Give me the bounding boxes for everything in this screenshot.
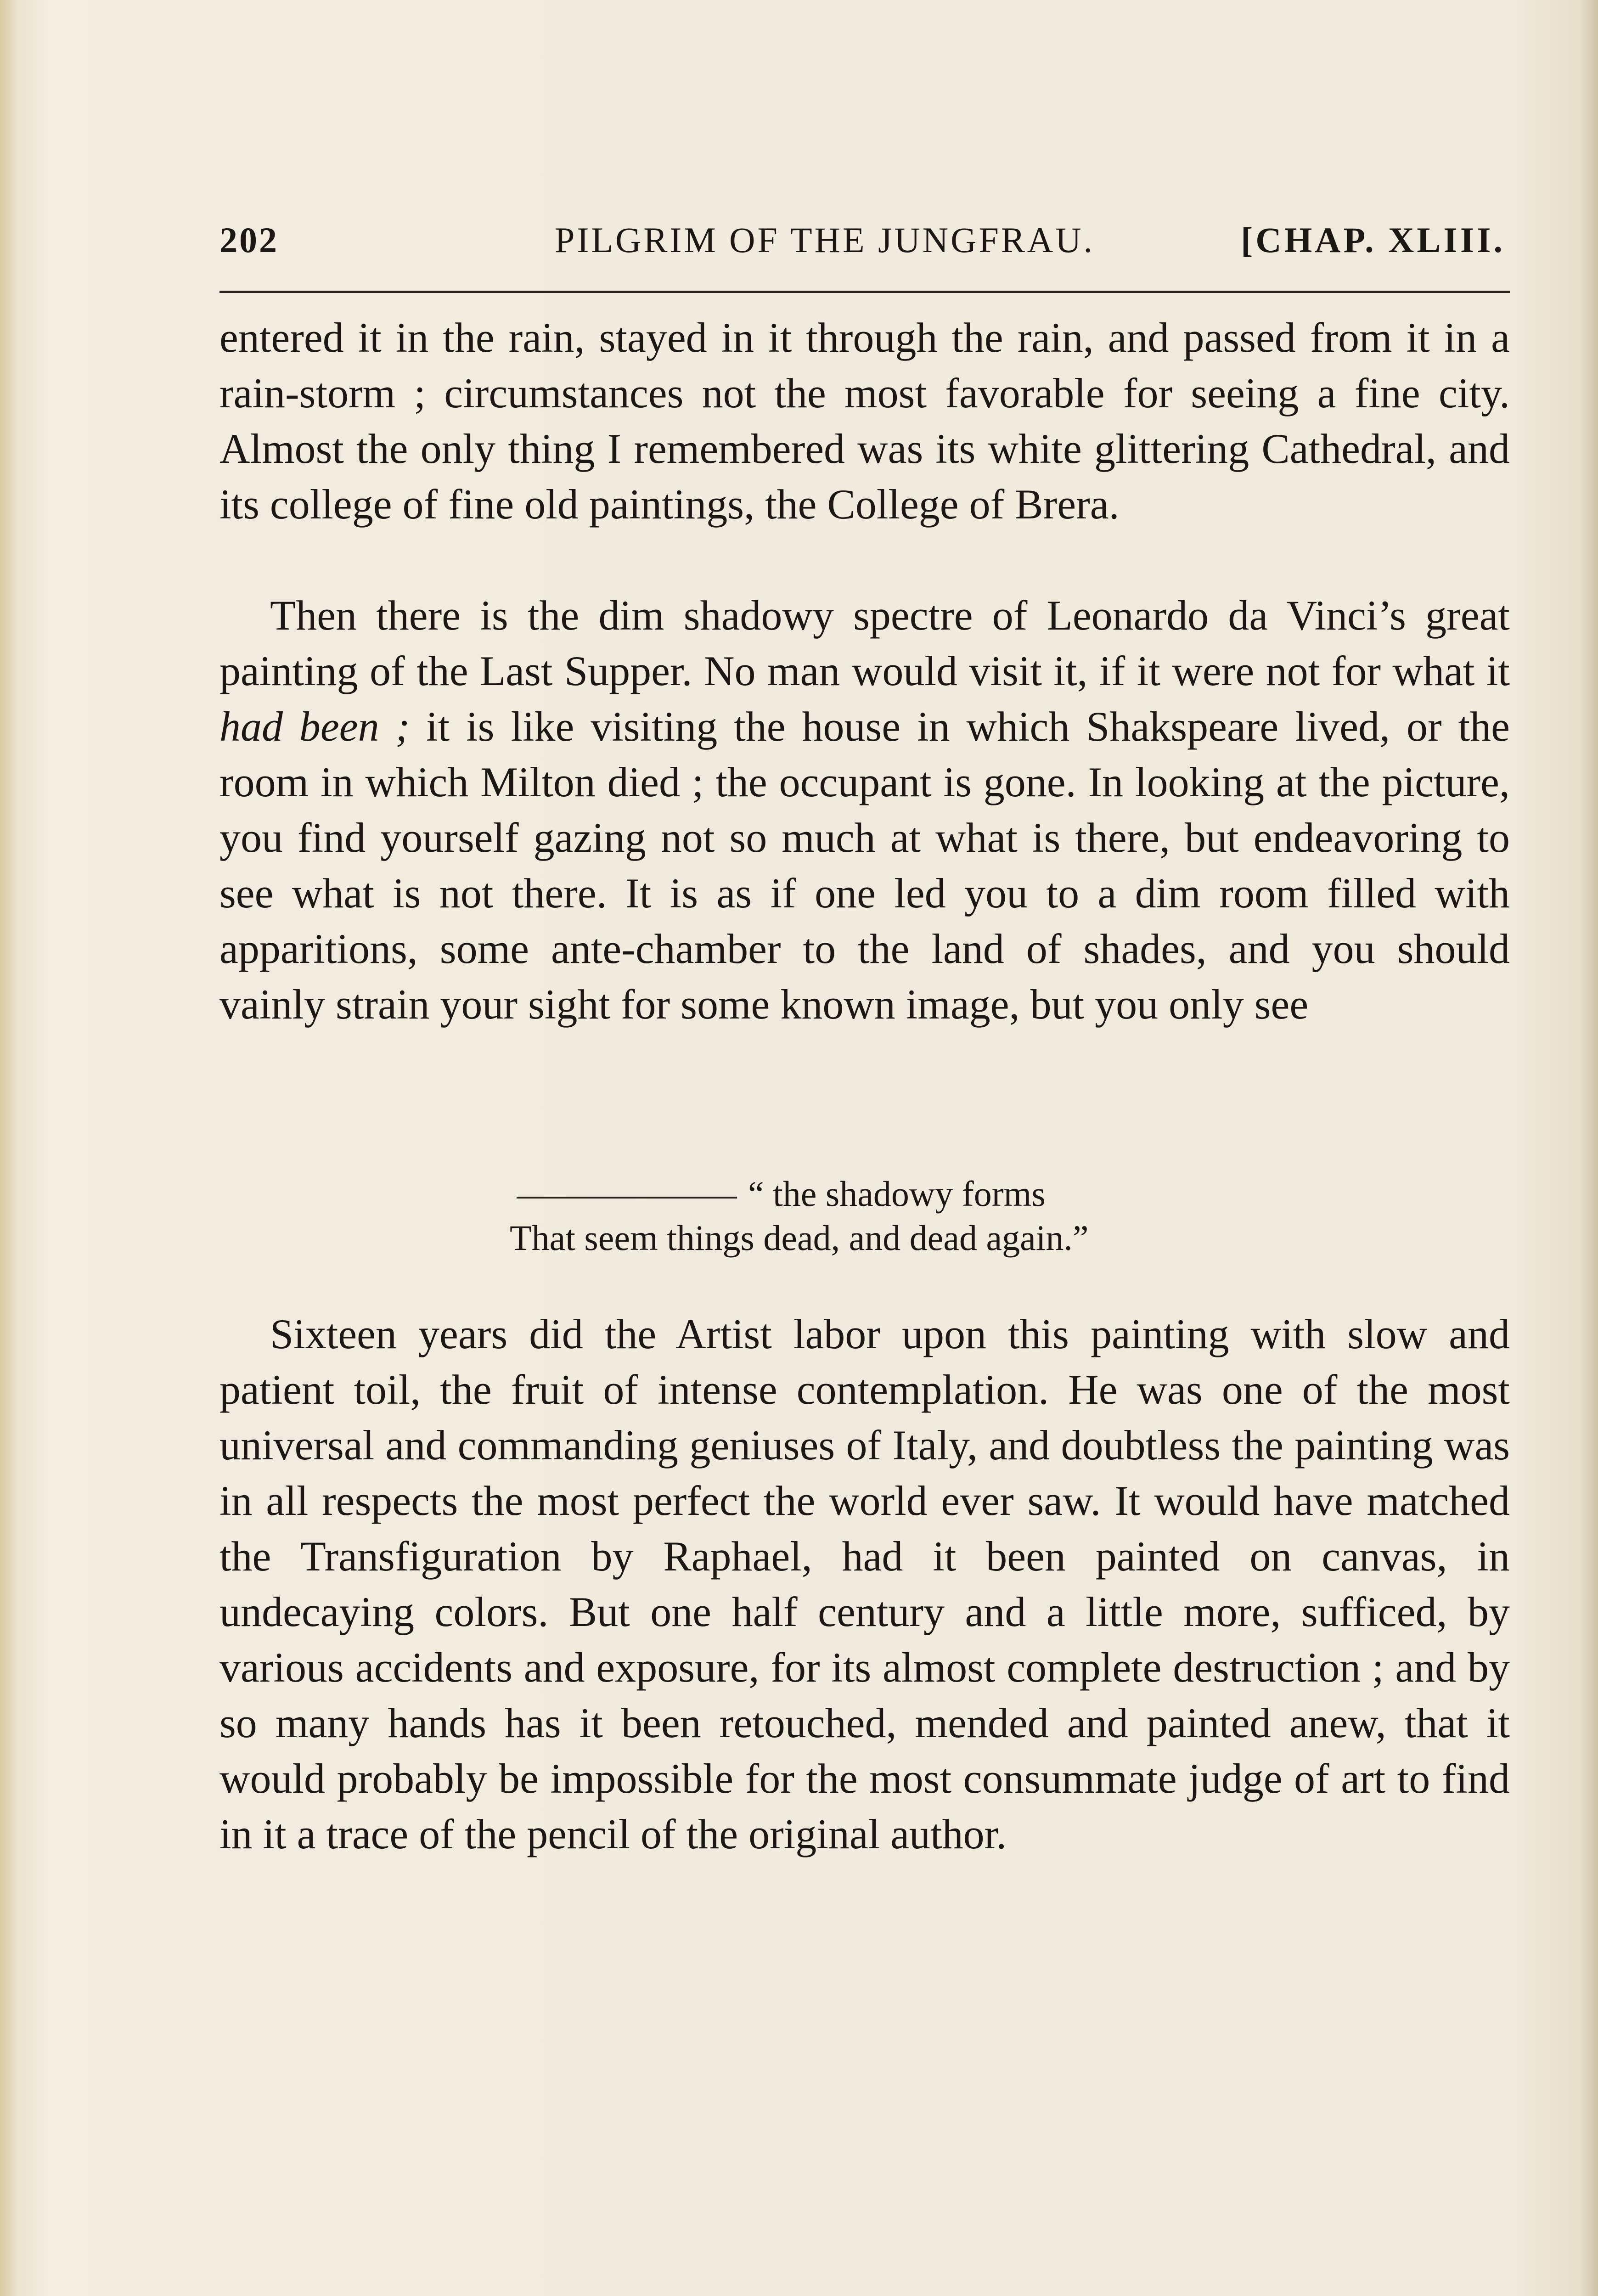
emphasized-phrase: had been ; <box>219 703 410 750</box>
paragraph-continued: entered it in the rain, stayed in it through the rain, and passed from it in a rain-storm ; circumstances not the most favorable for seeing a fine city. Almost the only thing I remembered was its white glittering Cathedral, and its college of fine old paintings, the College of Brera. <box>219 314 1510 528</box>
paragraph-text-after: it is like visiting the house in which Shakspeare lived, or the room in which Milton died ; the occupant is gone. In looking at the picture, you find yourself gazing not so much at what is there, but endeavoring to see what is not there. It is as if one led you to a dim room filled with apparitions, some ante-chamber to the land of shades, and you should vainly strain your sight for some known image, but you only see <box>219 703 1510 1028</box>
paragraph-last-supper <box>219 588 1510 1032</box>
page-header <box>219 219 1505 275</box>
running-title: PILGRIM OF THE JUNGFRAU. <box>555 220 1095 260</box>
verse-quotation <box>510 1172 1089 1260</box>
page-number: 202 <box>219 220 279 260</box>
header-rule <box>219 291 1510 293</box>
paragraph-text-before: Then there is the dim shadowy spectre of Leonardo da Vinci’s great painting of the Last Supper. No man would visit it, if it were not for what it <box>219 592 1510 694</box>
verse-line-2: That seem things dead, and dead again.” <box>510 1218 1089 1258</box>
verse-line-1-text: “ the shadowy forms <box>748 1174 1046 1214</box>
verse-line-1 <box>510 1172 1089 1216</box>
chapter-reference: [CHAP. XLIII. <box>1241 220 1505 260</box>
paragraph-sixteen-years: Sixteen years did the Artist labor upon this painting with slow and patient toil, the fruit of intense contemplation. He was one of the most universal and commanding geniuses of Italy, and doubtless the painting was in all respects the most perfect the world ever saw. It would have matched the Transfiguration by Raphael, had it been painted on canvas, in undecaying colors. But one half century and a little more, sufficed, by various accidents and exposure, for its almost complete destruction ; and by so many hands has it been retouched, mended and painted anew, that it would probably be impossible for the most consummate judge of art to find in it a trace of the pencil of the original author. <box>219 1311 1510 1857</box>
em-dash-rule <box>517 1197 737 1199</box>
